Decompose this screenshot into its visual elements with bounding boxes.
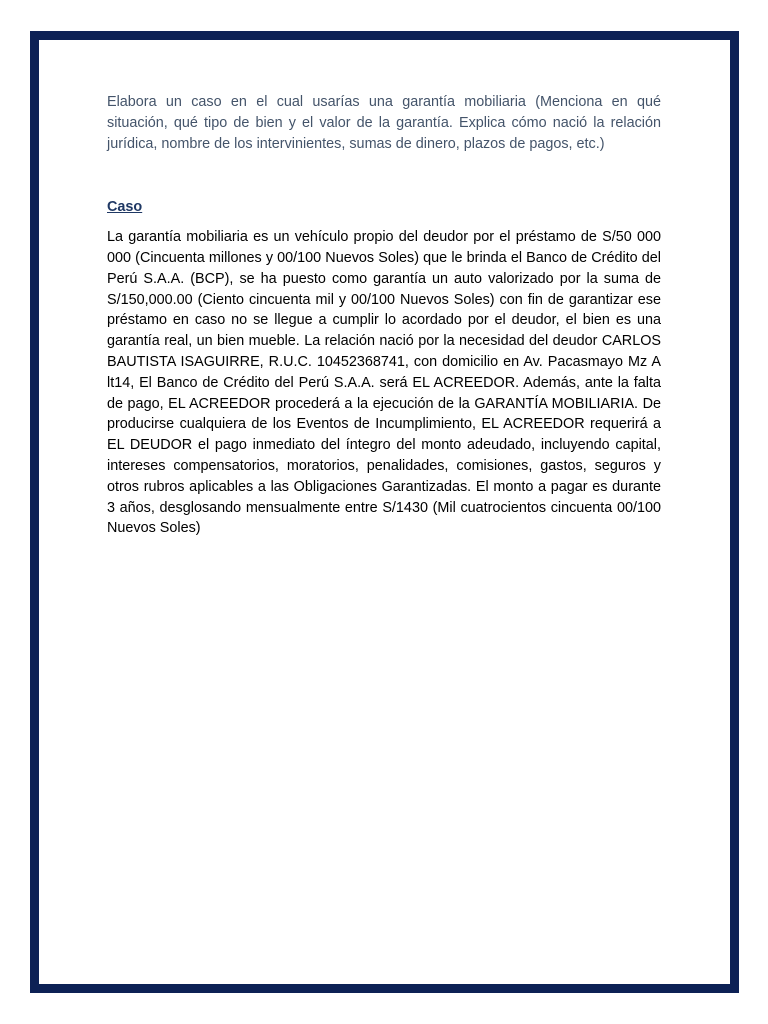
document-page xyxy=(30,31,739,993)
assignment-prompt: Elabora un caso en el cual usarías una garantía mobiliaria (Menciona en qué situación, qué tipo de bien y el valor de la garantía. Explica cómo nació la relación jurídica, nombre de los intervinientes, sumas de dinero, plazos de pagos, etc.) xyxy=(107,94,661,152)
case-body: La garantía mobiliaria es un vehículo propio del deudor por el préstamo de S/50 000 000 (Cincuenta millones y 00/100 Nuevos Soles) que le brinda el Banco de Crédito del Perú S.A.A. (BCP), se ha puesto como garantía un auto valorizado por la suma de S/150,000.00 (Ciento cincuenta mil y 00/100 Nuevos Soles) con fin de garantizar ese préstamo en caso no se llegue a cumplir lo acordado por el deudor, el bien es una garantía real, un bien mueble. La relación nació por la necesidad del deudor CARLOS BAUTISTA ISAGUIRRE, R.U.C. 10452368741, con domicilio en Av. Pacasmayo Mz A lt14, El Banco de Crédito del Perú S.A.A. será EL ACREEDOR. Además, ante la falta de pago, EL ACREEDOR procederá a la ejecución de la GARANTÍA MOBILIARIA. De producirse cualquiera de los Eventos de Incumplimiento, EL ACREEDOR requerirá a EL DEUDOR el pago inmediato del íntegro del monto adeudado, incluyendo capital, intereses compensatorios, moratorios, penalidades, comisiones, gastos, seguros y otros rubros aplicables a las Obligaciones Garantizadas. El monto a pagar es durante 3 años, desglosando mensualmente entre S/1430 (Mil cuatrocientos cincuenta 00/100 Nuevos Soles) xyxy=(107,229,661,537)
case-heading: Caso xyxy=(107,199,143,216)
document-content xyxy=(107,92,661,539)
